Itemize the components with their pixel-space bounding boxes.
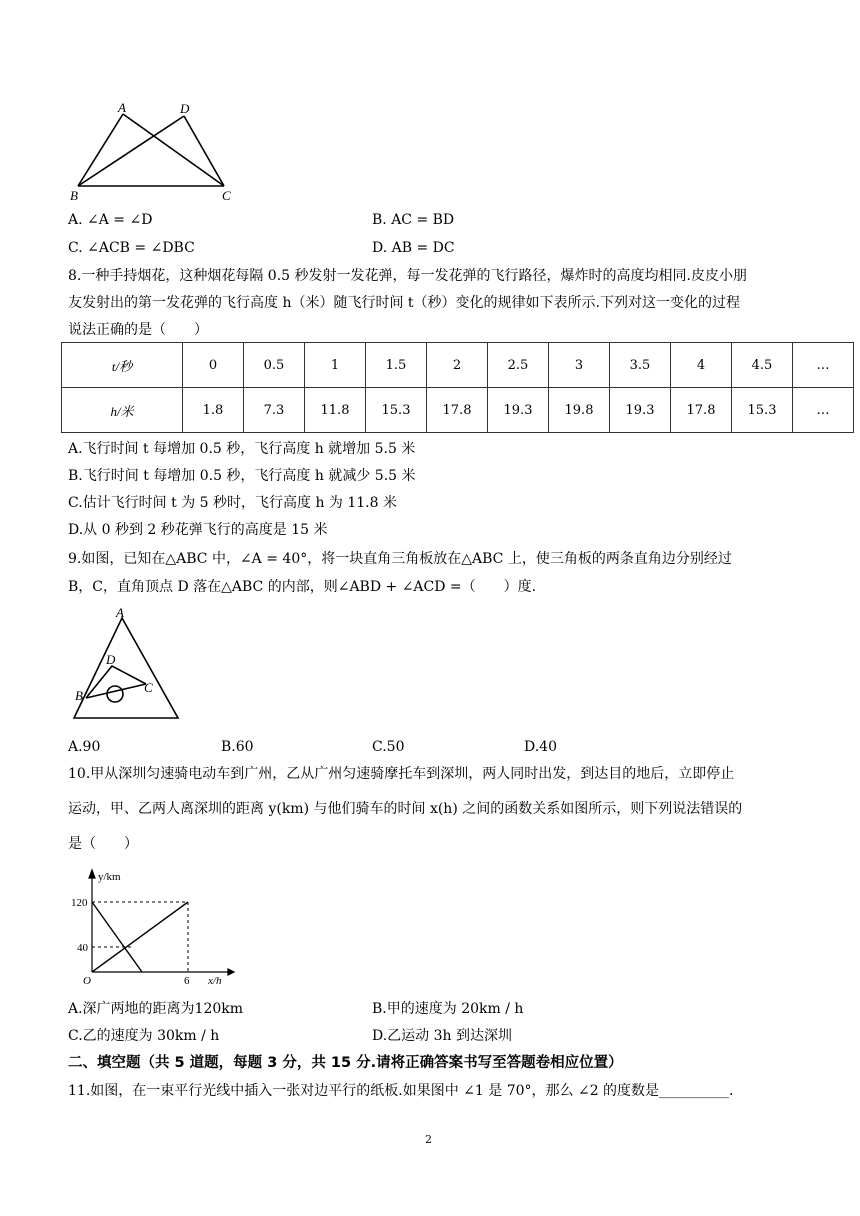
q8-cell: 19.3 (488, 388, 549, 433)
q8-stem-line3: 说法正确的是（ ） (68, 322, 208, 338)
q8-stem-line2: 友发射出的第一发花弹的飞行高度 h（米）随飞行时间 t（秒）变化的规律如下表所示.下列对这一变化的过程 (68, 295, 740, 311)
q7-option-c: C. ∠ACB = ∠DBC (68, 240, 195, 256)
q10-stem-line3: 是（ ） (68, 836, 138, 852)
q8-cell: … (793, 388, 854, 433)
q9-option-c: C.50 (372, 739, 405, 755)
q8-cell: 19.3 (610, 388, 671, 433)
q8-cell: 0 (183, 343, 244, 388)
q7-label-d: D (180, 101, 190, 116)
q9-label-b: B (75, 688, 83, 703)
q9-label-a: A (116, 606, 124, 620)
q8-cell: 1.8 (183, 388, 244, 433)
q9-stem-line2: B，C，直角顶点 D 落在△ABC 的内部，则∠ABD + ∠ACD =（ ）度. (68, 579, 537, 595)
q9-label-d: D (106, 652, 116, 667)
q8-table (61, 342, 854, 433)
q8-cell: 3 (549, 343, 610, 388)
q9-label-c: C (144, 680, 153, 695)
q10-option-d: D.乙运动 3h 到达深圳 (372, 1028, 512, 1044)
q7-figure (66, 100, 246, 206)
q7-label-c: C (222, 188, 231, 203)
q8-cell: 15.3 (732, 388, 793, 433)
q9-figure (66, 606, 190, 724)
q10-graph-ytick-40: 40 (77, 942, 88, 954)
q8-cell: 11.8 (305, 388, 366, 433)
q8-table-row-h (62, 388, 854, 433)
q9-option-a: A.90 (68, 739, 101, 755)
q8-option-a: A.飞行时间 t 每增加 0.5 秒，飞行高度 h 就增加 5.5 米 (68, 441, 416, 457)
q7-option-a: A. ∠A = ∠D (68, 212, 153, 228)
q8-table-row-t (62, 343, 854, 388)
q8-table-header-h: h/米 (62, 388, 183, 433)
q10-graph-origin: O (83, 975, 91, 987)
q9-stem-line1: 9.如图，已知在△ABC 中，∠A = 40°，将一块直角三角板放在△ABC 上，使三角板的两条直角边分别经过 (68, 551, 732, 567)
q10-stem-line1: 10.甲从深圳匀速骑电动车到广州，乙从广州匀速骑摩托车到深圳，两人同时出发，到达目的地后，立即停止 (68, 766, 735, 782)
q8-cell: 2.5 (488, 343, 549, 388)
q8-cell: 4.5 (732, 343, 793, 388)
q7-label-b: B (70, 188, 78, 203)
q10-option-b: B.甲的速度为 20km / h (372, 1001, 524, 1017)
q8-cell: 0.5 (244, 343, 305, 388)
q7-option-d: D. AB = DC (372, 240, 455, 256)
page-number: 2 (425, 1133, 432, 1146)
q8-stem-line1: 8.一种手持烟花，这种烟花每隔 0.5 秒发射一发花弹，每一发花弹的飞行路径，爆炸时的高度均相同.皮皮小朋 (68, 268, 747, 284)
q8-option-c: C.估计飞行时间 t 为 5 秒时，飞行高度 h 为 11.8 米 (68, 495, 397, 511)
q8-cell: 15.3 (366, 388, 427, 433)
q8-option-d: D.从 0 秒到 2 秒花弹飞行的高度是 15 米 (68, 522, 328, 538)
q7-option-b: B. AC = BD (372, 212, 455, 228)
q8-cell: … (793, 343, 854, 388)
q10-option-a: A.深广两地的距离为120km (68, 1001, 244, 1017)
q10-graph-xlabel: x/h (208, 975, 222, 987)
q8-cell: 1 (305, 343, 366, 388)
section-2-title: 二、填空题（共 5 道题，每题 3 分，共 15 分.请将正确答案书写至答题卷相应位置） (68, 1055, 623, 1071)
q9-option-b: B.60 (221, 739, 254, 755)
q8-cell: 4 (671, 343, 732, 388)
q10-graph-ytick-120: 120 (71, 897, 88, 909)
q8-option-b: B.飞行时间 t 每增加 0.5 秒，飞行高度 h 就减少 5.5 米 (68, 468, 416, 484)
q10-graph-ylabel: y/km (98, 871, 121, 883)
q8-cell: 17.8 (671, 388, 732, 433)
q8-cell: 17.8 (427, 388, 488, 433)
q8-cell: 19.8 (549, 388, 610, 433)
q10-graph-xtick-6: 6 (184, 975, 190, 987)
q8-table-header-t: t/秒 (62, 343, 183, 388)
q8-cell: 1.5 (366, 343, 427, 388)
q8-cell: 2 (427, 343, 488, 388)
q8-cell: 3.5 (610, 343, 671, 388)
q7-label-a: A (118, 100, 126, 115)
q10-option-c: C.乙的速度为 30km / h (68, 1028, 220, 1044)
q11-stem: 11.如图，在一束平行光线中插入一张对边平行的纸板.如果图中 ∠1 是 70°，那么 ∠2 的度数是__________. (68, 1083, 734, 1099)
q9-option-d: D.40 (524, 739, 557, 755)
q10-stem-line2: 运动，甲、乙两人离深圳的距离 y(km) 与他们骑车的时间 x(h) 之间的函数关系如图所示，则下列说法错误的 (68, 801, 743, 817)
q10-graph (66, 866, 236, 990)
q8-cell: 7.3 (244, 388, 305, 433)
